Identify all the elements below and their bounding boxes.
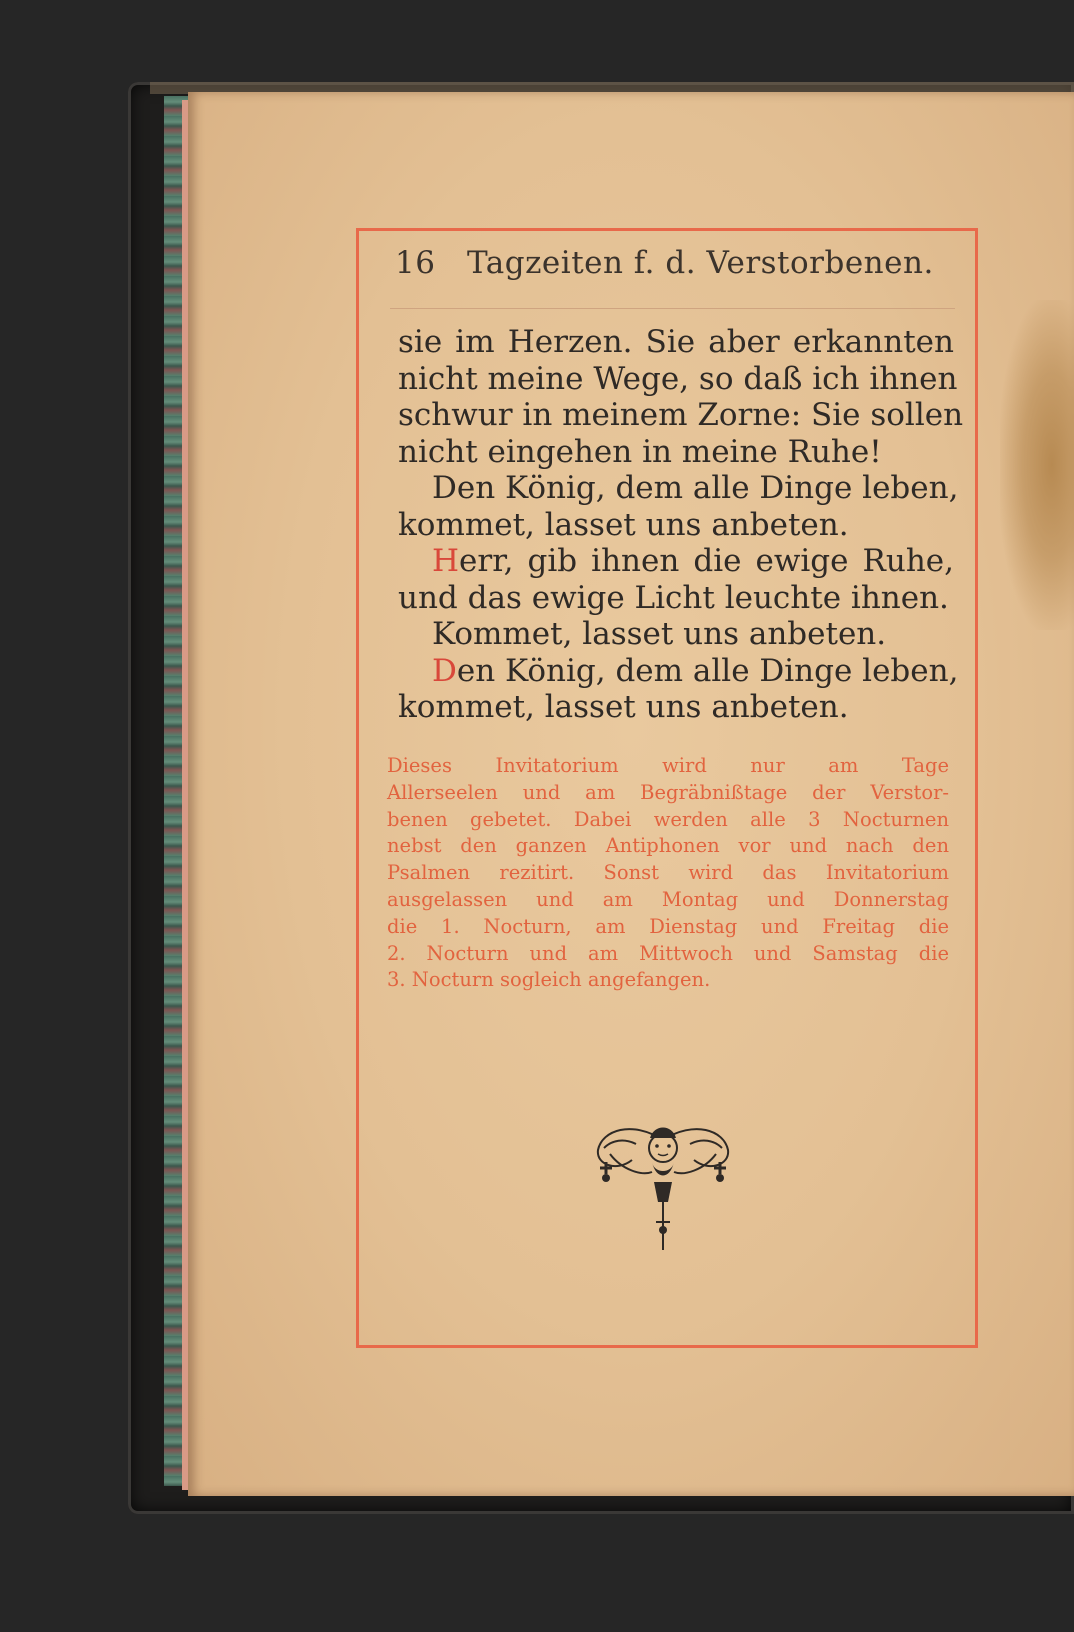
rubric-line: benen gebetet. Dabei werden alle 3 Nocturnen <box>387 807 949 831</box>
rubric-line: die 1. Nocturn, am Dienstag und Freitag die <box>387 914 949 938</box>
rubric-line: 2. Nocturn und am Mittwoch und Samstag die <box>387 941 949 965</box>
red-initial: D <box>432 652 457 689</box>
text-line: nicht meine Wege, so daß ich ihnen <box>398 360 958 397</box>
text-line-rest: err, gib ihnen die ewige Ruhe, <box>459 543 954 579</box>
text-line: nicht eingehen in meine Ruhe! <box>398 433 882 470</box>
rubric-line: Dieses Invitatorium wird nur am Tage <box>387 754 949 777</box>
page-number: 16 <box>395 245 436 281</box>
text-line: Kommet, lasset uns anbeten. <box>432 616 887 652</box>
text-line: schwur in meinem Zorne: Sie sollen <box>398 397 964 433</box>
rubric-line: 3. Nocturn sogleich angefangen. <box>387 968 711 992</box>
text-line-with-initial <box>398 652 959 690</box>
paper-stain <box>1000 300 1074 630</box>
text-line: sie im Herzen. Sie aber erkannten <box>398 324 954 360</box>
running-title: Tagzeiten f. d. Verstorbenen. <box>467 245 934 281</box>
rubric-line: ausgelassen und am Montag und Donnerstag <box>387 887 949 911</box>
header-rule <box>390 308 955 309</box>
text-line-with-initial <box>398 543 954 580</box>
text-line: kommet, lasset uns anbeten. <box>398 689 849 725</box>
text-line: und das ewige Licht leuchte ihnen. <box>398 579 949 616</box>
rubric-line: nebst den ganzen Antiphonen vor und nach den <box>387 834 949 858</box>
text-line-rest: en König, dem alle Dinge leben, <box>456 652 959 689</box>
text-line: kommet, lasset uns anbeten. <box>398 506 849 543</box>
rubric-line: Allerseelen und am Begräbnißtage der Verstor- <box>387 780 949 804</box>
text-line: Den König, dem alle Dinge leben, <box>432 470 959 506</box>
rubric-line: Psalmen rezitirt. Sonst wird das Invitatorium <box>387 861 949 885</box>
rubric-instruction <box>387 753 949 994</box>
running-header <box>395 245 955 289</box>
main-text <box>398 324 964 726</box>
cherub-vignette-icon <box>592 1110 734 1260</box>
red-initial: H <box>432 543 460 579</box>
